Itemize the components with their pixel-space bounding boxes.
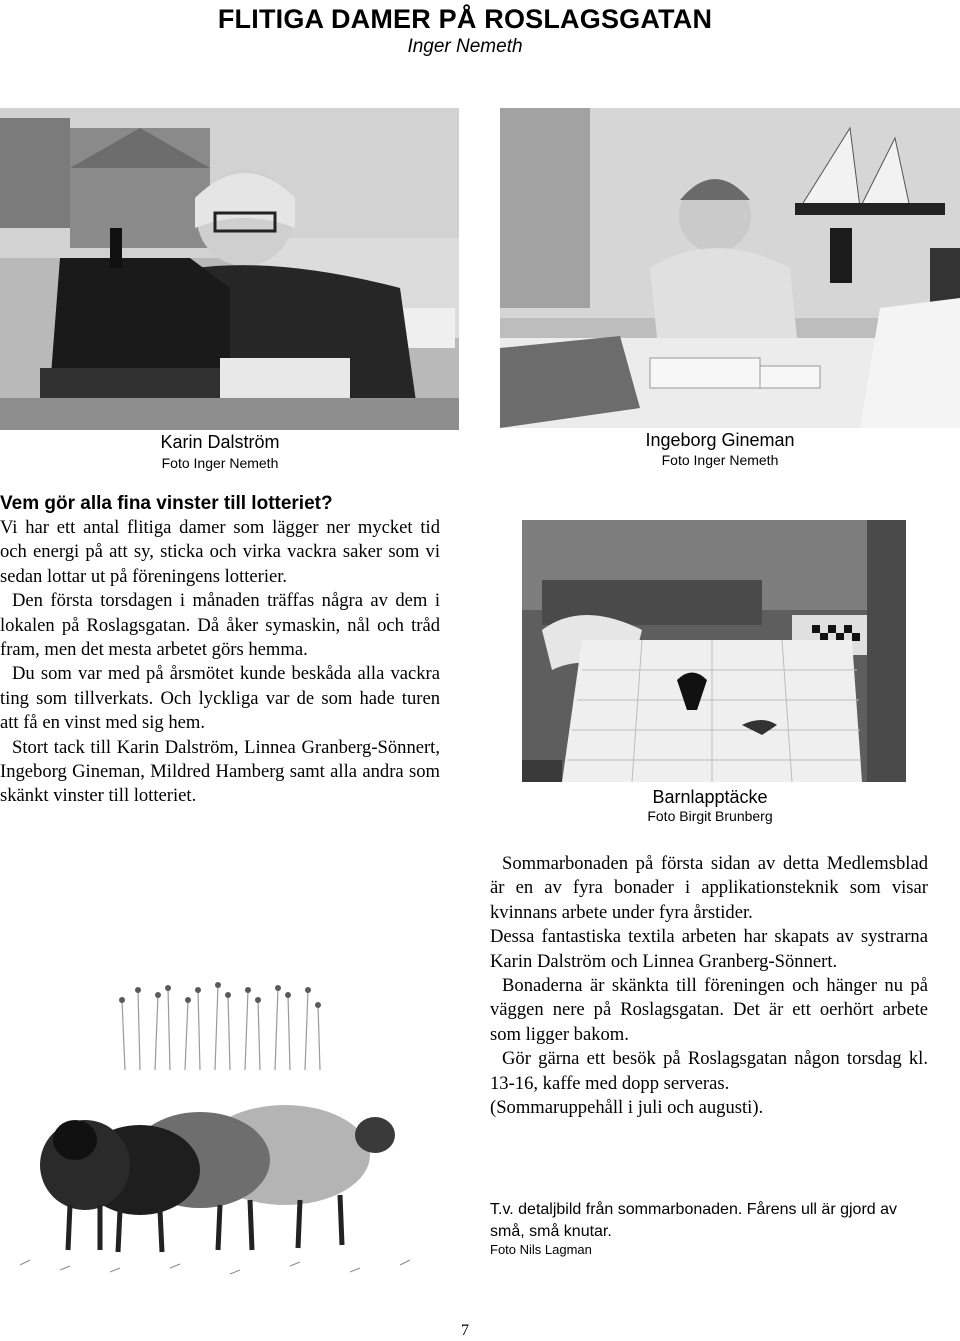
article-heading: Vem gör alla fina vinster till lotteriet?: [0, 493, 333, 514]
page-number: 7: [461, 1322, 469, 1339]
article-left-paragraph-1: Vi har ett antal flitiga damer som lägger ner mycket tid och energi på att sy, sticka och virka vackra saker som vi sedan lottar ut på föreningens lotterier.: [0, 517, 440, 587]
photo2-caption-credit: Foto Inger Nemeth: [661, 452, 779, 468]
article-right: [490, 852, 928, 1120]
article-author: Inger Nemeth: [407, 36, 523, 57]
photo2-caption-name: Ingeborg Gineman: [645, 430, 795, 450]
photo3-caption-name: Barnlapptäcke: [652, 787, 768, 807]
detail-caption-credit: Foto Nils Lagman: [490, 1242, 592, 1257]
photo1-caption-credit: Foto Inger Nemeth: [161, 455, 279, 471]
article-title: FLITIGA DAMER PÅ ROSLAGSGATAN: [217, 4, 713, 34]
article-left-paragraph-3: Du som var med på årsmötet kunde beskåda alla vackra ting som tillverkats. Och lyckliga var de som hade turen att få en vinst med sig hem.: [0, 663, 440, 734]
photo1-caption-name: Karin Dalström: [160, 432, 280, 452]
article-left-paragraph-4: Stort tack till Karin Dalström, Linnea Granberg-Sönnert, Ingeborg Gineman, Mildred Hamberg samt alla andra som skänkt vinster till lotteriet.: [0, 736, 440, 807]
article-left-paragraph-2: Den första torsdagen i månaden träffas några av dem i lokalen på Roslagsgatan. Då åker symaskin, nål och tråd fram, men det mesta arbetet görs hemma.: [0, 590, 440, 661]
article-right-paragraph-2: Dessa fantastiska textila arbeten har skapats av systrarna Karin Dalström och Linnea Granberg-Sönnert.: [490, 926, 928, 972]
detail-caption-text: T.v. detaljbild från sommarbonaden. Fårens ull är gjord av små, små knutar.: [490, 1201, 898, 1240]
photo-sommarbonad-detail: [0, 960, 455, 1300]
article-right-paragraph-1: Sommarbonaden på första sidan av detta Medlemsblad är en av fyra bonader i applikationsteknik som visar kvinnans arbete under fyra årstider.: [490, 853, 928, 923]
article-left: [0, 492, 440, 809]
article-right-paragraph-3: Bonaderna är skänkta till föreningen och hänger nu på väggen nere på Roslagsgatan. Det är ett oerhört arbete som ligger bakom.: [490, 975, 928, 1045]
photo3-caption-credit: Foto Birgit Brunberg: [647, 808, 773, 824]
photo-ingeborg-gineman: [500, 108, 960, 428]
photo-barnlapptacke: [522, 520, 906, 782]
photo-karin-dalstrom: [0, 108, 459, 430]
article-right-paragraph-5: (Sommaruppehåll i juli och augusti).: [490, 1097, 764, 1119]
article-right-paragraph-4: Gör gärna ett besök på Roslagsgatan någon torsdag kl. 13-16, kaffe med dopp serveras.: [490, 1048, 928, 1094]
